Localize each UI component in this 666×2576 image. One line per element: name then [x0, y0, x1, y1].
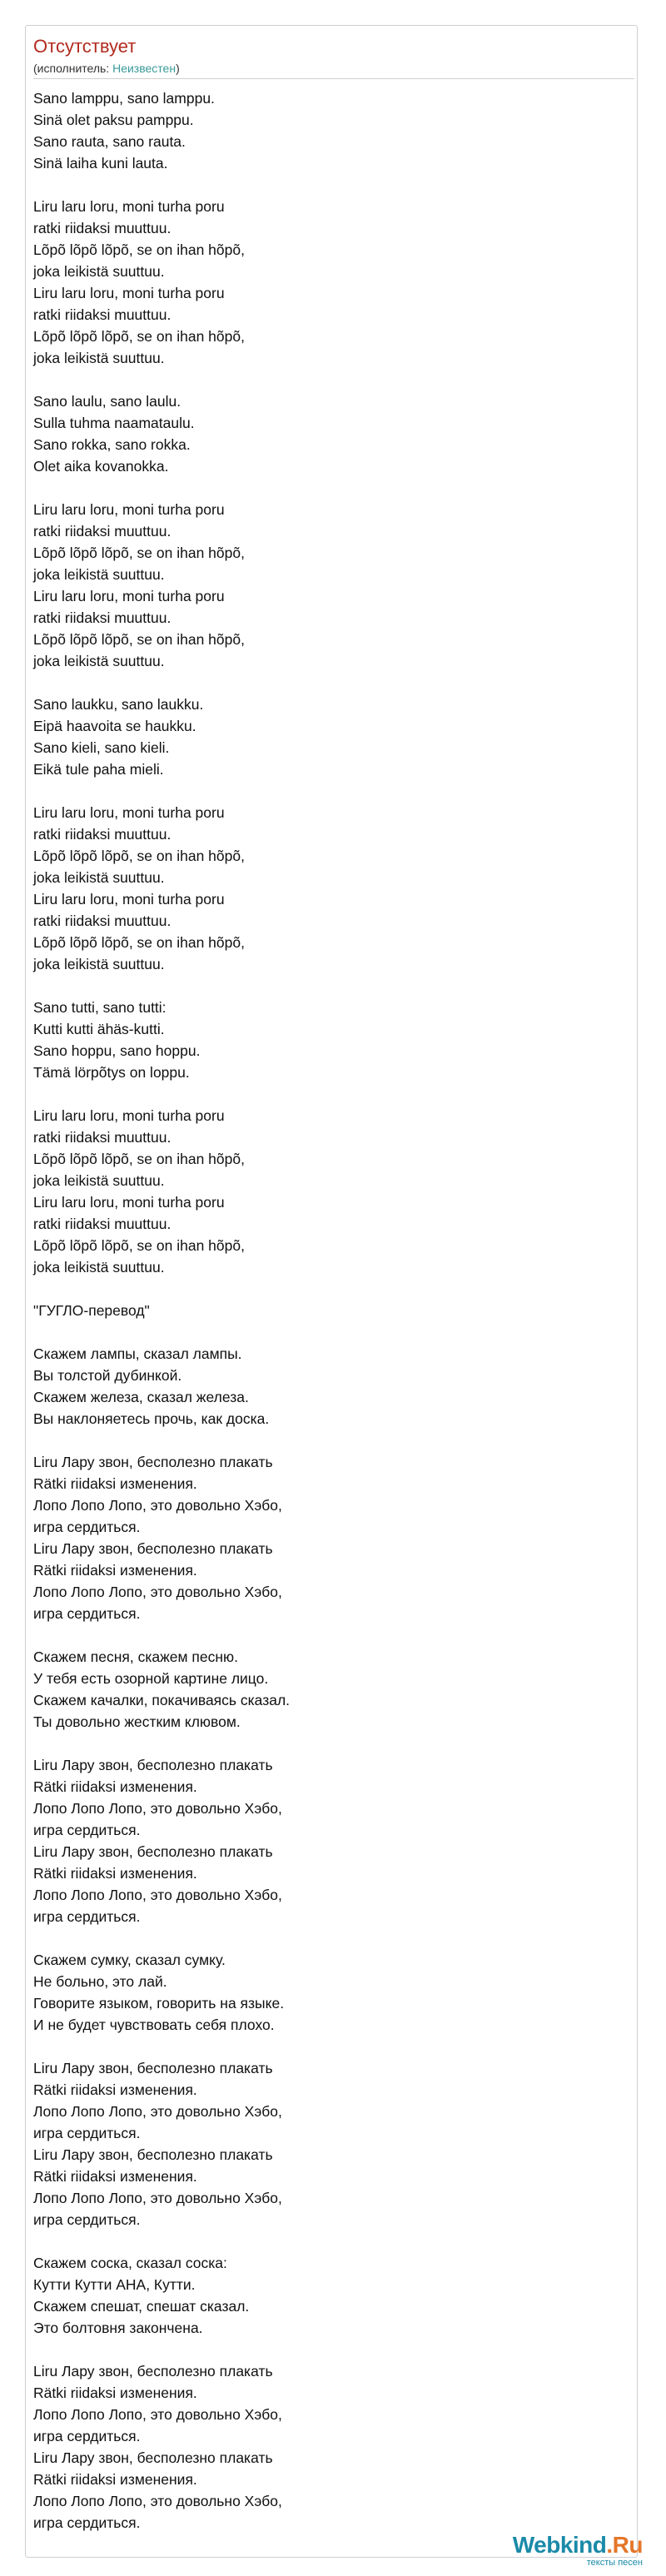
lyrics-line: Говорите языком, говорить на языке.	[33, 1995, 285, 2012]
lyrics-line: Tämä lörpõtys on loppu.	[33, 1064, 190, 1081]
lyrics-blank-line	[33, 2339, 616, 2360]
lyrics-line: Lõpõ lõpõ lõpõ, se on ihan hõpõ,	[33, 328, 245, 345]
lyrics-line: Вы наклоняетесь прочь, как доска.	[33, 1410, 270, 1427]
lyrics-line: Liru laru loru, moni turha poru	[33, 501, 225, 518]
lyrics-line: Sinä olet paksu pamppu.	[33, 112, 194, 128]
lyrics-line: Sano tutti, sano tutti:	[33, 999, 166, 1016]
lyrics-blank-line	[33, 2230, 616, 2252]
lyrics-line: Скажем качалки, покачиваясь сказал.	[33, 1692, 291, 1708]
lyrics-line: Лопо Лопо Лопо, это довольно Хэбо,	[33, 1584, 282, 1600]
lyrics-line: ratki riidaksi muuttuu.	[33, 306, 171, 323]
lyrics-line: игра сердиться.	[33, 2428, 141, 2444]
lyrics-line: Lõpõ lõpõ lõpõ, se on ihan hõpõ,	[33, 1151, 245, 1167]
lyrics-line: ratki riidaksi muuttuu.	[33, 826, 171, 843]
lyrics-line: игра сердиться.	[33, 2211, 141, 2228]
lyrics-line: Olet aika kovanokka.	[33, 458, 169, 475]
lyrics-line: игра сердиться.	[33, 1605, 141, 1622]
lyrics-line: ratki riidaksi muuttuu.	[33, 913, 171, 929]
song-header	[33, 37, 180, 75]
lyrics-line: Вы толстой дубинкой.	[33, 1367, 182, 1384]
artist-suffix: )	[176, 62, 180, 75]
lyrics-line: ratki riidaksi muuttuu.	[33, 523, 171, 540]
lyrics-text	[33, 87, 616, 2534]
lyrics-line: Sano kieli, sano kieli.	[33, 739, 170, 756]
lyrics-line: Скажем спешат, спешат сказал.	[33, 2298, 250, 2315]
lyrics-line: joka leikistä suuttuu.	[33, 1172, 165, 1189]
lyrics-line: Liru Лару звон, бесполезно плакать	[33, 1454, 273, 1470]
lyrics-line: Скажем сумку, сказал сумку.	[33, 1952, 226, 1968]
lyrics-line: Liru laru loru, moni turha poru	[33, 198, 225, 215]
lyrics-line: игра сердиться.	[33, 1908, 141, 1925]
lyrics-line: Lõpõ lõpõ lõpõ, se on ihan hõpõ,	[33, 631, 245, 648]
lyrics-line: Лопо Лопо Лопо, это довольно Хэбо,	[33, 1800, 282, 1817]
lyrics-line: joka leikistä suuttuu.	[33, 1259, 165, 1276]
lyrics-line: Sinä laiha kuni lauta.	[33, 155, 168, 172]
lyrics-line: Sano lamppu, sano lamppu.	[33, 90, 215, 107]
lyrics-blank-line	[33, 477, 616, 499]
lyrics-line: Sano rokka, sano rokka.	[33, 436, 191, 453]
artist-link[interactable]: Неизвестен	[112, 62, 176, 75]
lyrics-blank-line	[33, 780, 616, 802]
lyrics-blank-line	[33, 1278, 616, 1300]
lyrics-blank-line	[33, 1321, 616, 1343]
logo-tld: .Ru	[606, 2532, 643, 2558]
lyrics-line: Sulla tuhma naamataulu.	[33, 415, 195, 431]
lyrics-line: joka leikistä suuttuu.	[33, 653, 165, 669]
lyrics-blank-line	[33, 369, 616, 390]
lyrics-line: Sano rauta, sano rauta.	[33, 133, 186, 150]
lyrics-line: У тебя есть озорной картине лицо.	[33, 1670, 269, 1687]
lyrics-line: Sano hoppu, sano hoppu.	[33, 1042, 201, 1059]
lyrics-line: Это болтовня закончена.	[33, 2320, 203, 2336]
lyrics-line: Liru laru loru, moni turha poru	[33, 285, 225, 301]
lyrics-line: Lõpõ lõpõ lõpõ, se on ihan hõpõ,	[33, 848, 245, 864]
lyrics-blank-line	[33, 1083, 616, 1105]
lyrics-line: Liru laru loru, moni turha poru	[33, 1194, 225, 1211]
lyrics-line: Лопо Лопо Лопо, это довольно Хэбо,	[33, 1497, 282, 1514]
lyrics-blank-line	[33, 174, 616, 196]
lyrics-line: Лопо Лопо Лопо, это довольно Хэбо,	[33, 2103, 282, 2120]
lyrics-line: Sano laulu, sano laulu.	[33, 393, 181, 410]
lyrics-line: Eipä haavoita se haukku.	[33, 718, 196, 734]
lyrics-line: Liru Лару звон, бесполезно плакать	[33, 2146, 273, 2163]
lyrics-line: игра сердиться.	[33, 1519, 141, 1535]
lyrics-line: Rätki riidaksi изменения.	[33, 1475, 197, 1492]
lyrics-line: ratki riidaksi muuttuu.	[33, 1216, 171, 1232]
lyrics-line: Скажем соска, сказал соска:	[33, 2255, 227, 2271]
lyrics-blank-line	[33, 1927, 616, 1949]
lyrics-line: игра сердиться.	[33, 2125, 141, 2141]
lyrics-line: Лопо Лопо Лопо, это довольно Хэбо,	[33, 1887, 282, 1903]
lyrics-line: Liru Лару звон, бесполезно плакать	[33, 2060, 273, 2076]
logo-brand: Webkind	[512, 2532, 607, 2558]
logo-wordmark	[513, 2533, 643, 2558]
lyrics-line: Лопо Лопо Лопо, это довольно Хэбо,	[33, 2493, 282, 2509]
lyrics-line: Liru laru loru, moni turha poru	[33, 1107, 225, 1124]
lyrics-blank-line	[33, 672, 616, 694]
lyrics-line: Lõpõ lõpõ lõpõ, se on ihan hõpõ,	[33, 545, 245, 561]
lyrics-line: Лопо Лопо Лопо, это довольно Хэбо,	[33, 2406, 282, 2423]
lyrics-line: Скажем железа, сказал железа.	[33, 1389, 249, 1405]
lyrics-line: Rätki riidaksi изменения.	[33, 2385, 197, 2401]
song-title: Отсутствует	[33, 36, 137, 57]
lyrics-line: Ты довольно жестким клювом.	[33, 1713, 241, 1730]
lyrics-line: joka leikistä suuttuu.	[33, 956, 165, 972]
lyrics-line: Lõpõ lõpõ lõpõ, se on ihan hõpõ,	[33, 1237, 245, 1254]
lyrics-line: Не больно, это лай.	[33, 1973, 167, 1990]
lyrics-line: Liru laru loru, moni turha poru	[33, 588, 225, 604]
header-divider	[33, 78, 634, 79]
lyrics-line: Кутти Кутти АНА, Кутти.	[33, 2276, 196, 2293]
lyrics-line: joka leikistä suuttuu.	[33, 263, 165, 280]
lyrics-line: Liru Лару звон, бесполезно плакать	[33, 2449, 273, 2466]
lyrics-blank-line	[33, 2036, 616, 2057]
lyrics-line: Rätki riidaksi изменения.	[33, 1562, 197, 1579]
lyrics-line: joka leikistä suuttuu.	[33, 350, 165, 366]
lyrics-line: joka leikistä suuttuu.	[33, 869, 165, 886]
lyrics-line: Sano laukku, sano laukku.	[33, 696, 204, 713]
lyrics-line: Скажем лампы, сказал лампы.	[33, 1345, 242, 1362]
logo-tagline: тексты песен	[586, 2558, 643, 2568]
lyrics-line: игра сердиться.	[33, 2514, 141, 2531]
lyrics-line: Лопо Лопо Лопо, это довольно Хэбо,	[33, 2190, 282, 2206]
lyrics-line: Liru Лару звон, бесполезно плакать	[33, 1843, 273, 1860]
artist-line	[33, 62, 180, 75]
lyrics-line: Eikä tule paha mieli.	[33, 761, 164, 778]
lyrics-line: ratki riidaksi muuttuu.	[33, 220, 171, 236]
lyrics-line: игра сердиться.	[33, 1822, 141, 1838]
lyrics-line: Lõpõ lõpõ lõpõ, se on ihan hõpõ,	[33, 934, 245, 951]
site-logo[interactable]	[513, 2533, 643, 2568]
lyrics-line: Liru laru loru, moni turha poru	[33, 891, 225, 908]
lyrics-line: Kutti kutti ähäs-kutti.	[33, 1021, 165, 1037]
lyrics-line: Rätki riidaksi изменения.	[33, 1778, 197, 1795]
lyrics-blank-line	[33, 1430, 616, 1451]
lyrics-line: Liru Лару звон, бесполезно плакать	[33, 1757, 273, 1773]
lyrics-line: ratki riidaksi muuttuu.	[33, 1129, 171, 1146]
lyrics-line: ratki riidaksi muuttuu.	[33, 609, 171, 626]
artist-prefix: (исполнитель:	[33, 62, 113, 75]
lyrics-line: Liru laru loru, moni turha poru	[33, 804, 225, 821]
lyrics-line: Rätki riidaksi изменения.	[33, 2168, 197, 2185]
lyrics-line: Rätki riidaksi изменения.	[33, 2081, 197, 2098]
lyrics-line: Rätki riidaksi изменения.	[33, 2471, 197, 2488]
lyrics-line: Lõpõ lõpõ lõpõ, se on ihan hõpõ,	[33, 241, 245, 258]
lyrics-blank-line	[33, 1733, 616, 1754]
lyrics-blank-line	[33, 1624, 616, 1646]
lyrics-line: "ГУГЛО-перевод"	[33, 1302, 150, 1319]
lyrics-line: Liru Лару звон, бесполезно плакать	[33, 1540, 273, 1557]
lyrics-line: И не будет чувствовать себя плохо.	[33, 2017, 275, 2033]
lyrics-line: Rätki riidaksi изменения.	[33, 1865, 197, 1882]
lyrics-blank-line	[33, 975, 616, 997]
lyrics-line: joka leikistä suuttuu.	[33, 566, 165, 583]
lyrics-line: Скажем песня, скажем песню.	[33, 1649, 239, 1665]
lyrics-line: Liru Лару звон, бесполезно плакать	[33, 2363, 273, 2380]
